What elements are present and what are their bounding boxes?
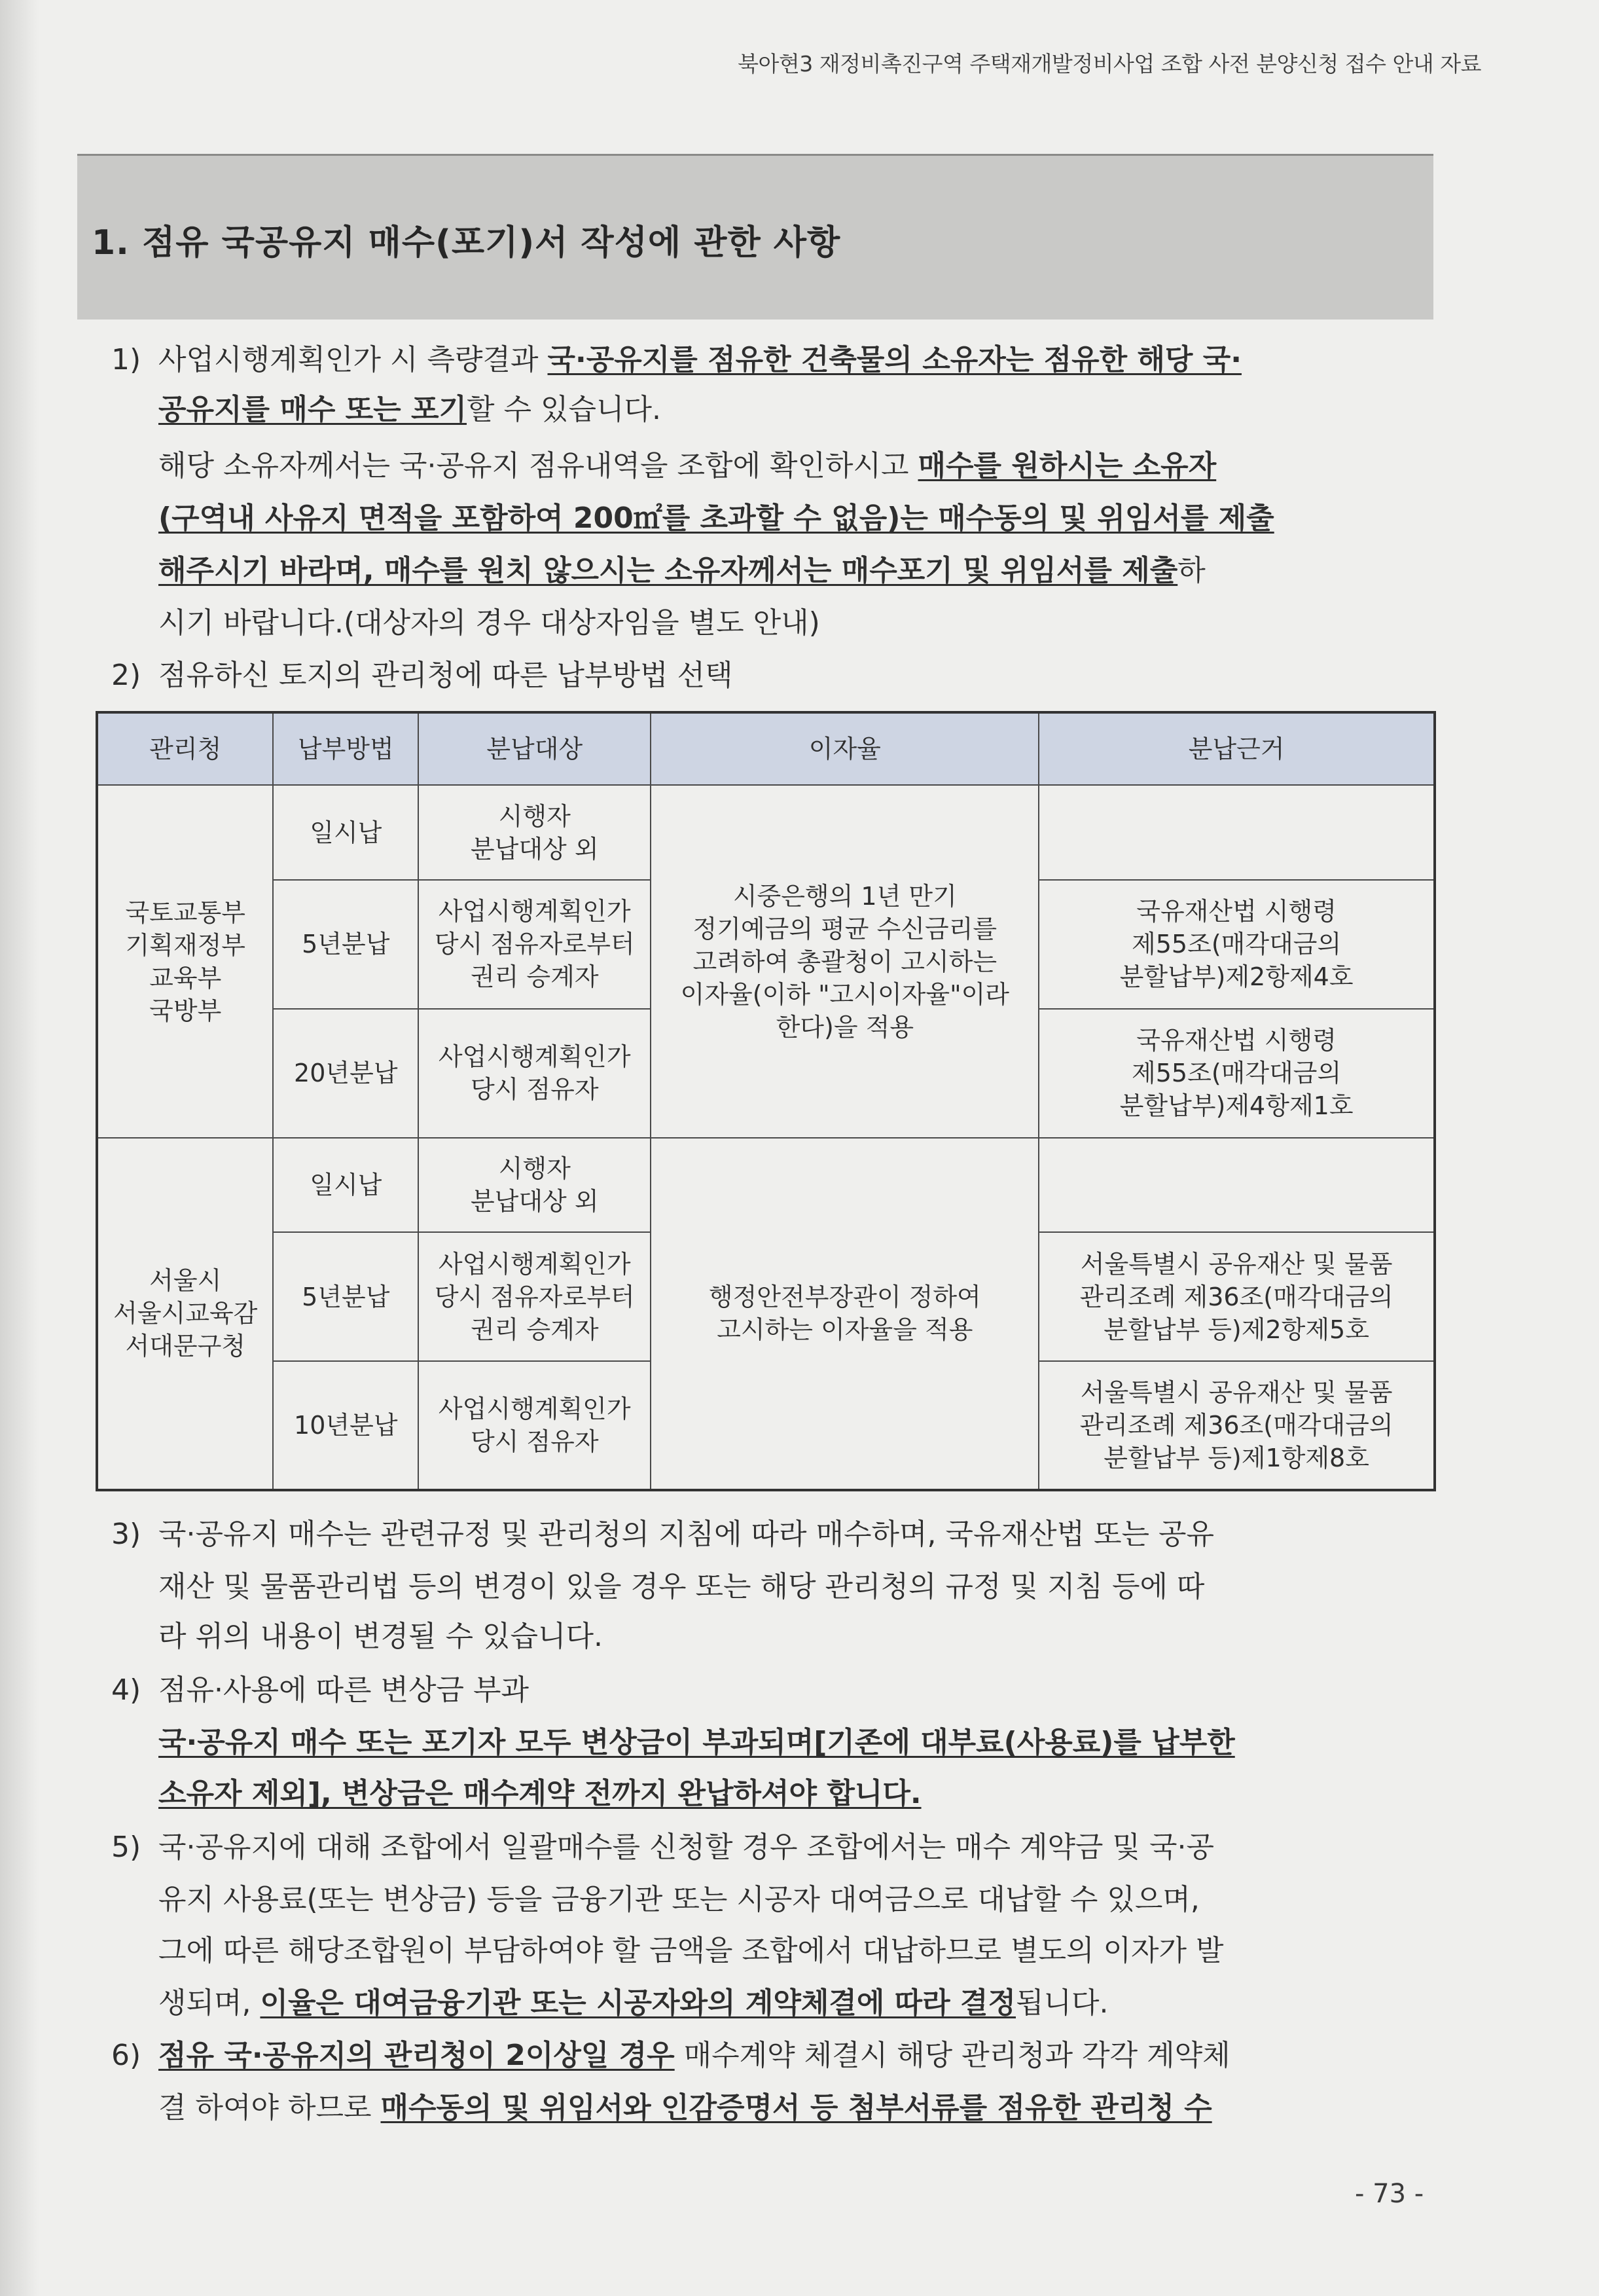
target-cell: 사업시행계획인가 당시 점유자로부터 권리 승계자 [418,1232,651,1361]
section-title: 1. 점유 국공유지 매수(포기)서 작성에 관한 사항 [92,223,841,263]
target-cell: 시행자 분납대상 외 [418,1138,651,1233]
table-row [97,785,1435,880]
item-1-line-1: 1) 사업시행계획인가 시 측량결과 국·공유지를 점유한 건축물의 소유자는 점유한 해당 국· [111,343,1242,376]
table-row [97,1138,1435,1233]
item-1-line-3: 해당 소유자께서는 국·공유지 점유내역을 조합에 확인하시고 매수를 원하시는 소유자 [158,449,1217,483]
table-header: 분납근거 [1039,712,1435,785]
table-header: 관리청 [97,712,273,785]
table-header-row [97,712,1435,785]
item-1-line-4: (구역내 사유지 면적을 포함하여 200㎡를 초과할 수 없음)는 매수동의 및 위임서를 제출 [158,501,1274,535]
item-1-line-6: 시기 바랍니다.(대상자의 경우 대상자임을 별도 안내) [158,606,820,640]
item-1-line-5: 해주시기 바라며, 매수를 원치 않으시는 소유자께서는 매수포기 및 위임서를 제출하 [158,554,1206,587]
item-5-line-1: 5) 국·공유지에 대해 조합에서 일괄매수를 신청할 경우 조합에서는 매수 계약금 및 국·공 [111,1831,1214,1864]
table-header: 이자율 [651,712,1039,785]
target-cell: 사업시행계획인가 당시 점유자 [418,1009,651,1138]
item-6-line-2: 결 하여야 하므로 매수동의 및 위임서와 인감증명서 등 첨부서류를 점유한 관리청 수 [158,2091,1212,2124]
rate-cell: 시중은행의 1년 만기 정기예금의 평균 수신금리를 고려하여 총괄청이 고시하는 이자율(이하 "고시이자율"이라 한다)을 적용 [651,785,1039,1137]
basis-cell [1039,785,1435,880]
running-header: 북아현3 재정비촉진구역 주택재개발정비사업 조합 사전 분양신청 접수 안내 자료 [738,51,1481,77]
target-cell: 시행자 분납대상 외 [418,785,651,880]
method-cell: 5년분납 [273,1232,418,1361]
payment-method-table [96,711,1436,1491]
method-cell: 5년분납 [273,880,418,1009]
basis-cell: 서울특별시 공유재산 및 물품 관리조례 제36조(매각대금의 분할납부 등)제2항제5호 [1039,1232,1435,1361]
method-cell: 20년분납 [273,1009,418,1138]
basis-cell: 서울특별시 공유재산 및 물품 관리조례 제36조(매각대금의 분할납부 등)제1항제8호 [1039,1361,1435,1490]
item-5-line-2: 유지 사용료(또는 변상금) 등을 금융기관 또는 시공자 대여금으로 대납할 수 있으며, [158,1883,1200,1916]
item-5-line-3: 그에 따른 해당조합원이 부담하여야 할 금액을 조합에서 대납하므로 별도의 이자가 발 [158,1934,1224,1967]
item-4-line-1: 국·공유지 매수 또는 포기자 모두 변상금이 부과되며[기존에 대부료(사용료)를 납부한 [158,1726,1235,1759]
agency-cell: 국토교통부 기획재정부 교육부 국방부 [97,785,273,1137]
page-edge-shadow [0,0,39,2296]
table-header: 납부방법 [273,712,418,785]
item-6-line-1: 6) 점유 국·공유지의 관리청이 2이상일 경우 매수계약 체결시 해당 관리청과 각각 계약체 [111,2039,1231,2072]
target-cell: 사업시행계획인가 당시 점유자 [418,1361,651,1490]
basis-cell: 국유재산법 시행령 제55조(매각대금의 분할납부)제2항제4호 [1039,880,1435,1009]
page-number: - 73 - [1355,2179,1424,2209]
rate-cell: 행정안전부장관이 정하여 고시하는 이자율을 적용 [651,1138,1039,1490]
item-1-line-2: 공유지를 매수 또는 포기할 수 있습니다. [158,393,661,426]
method-cell: 10년분납 [273,1361,418,1490]
item-3-line-1: 3) 국·공유지 매수는 관련규정 및 관리청의 지침에 따라 매수하며, 국유재산법 또는 공유 [111,1518,1214,1551]
item-4-title: 4) 점유·사용에 따른 변상금 부과 [111,1673,529,1707]
item-3-line-3: 라 위의 내용이 변경될 수 있습니다. [158,1620,603,1653]
method-cell: 일시납 [273,785,418,880]
item-3-line-2: 재산 및 물품관리법 등의 변경이 있을 경우 또는 해당 관리청의 규정 및 지침 등에 따 [158,1570,1205,1603]
item-5-line-4: 생되며, 이율은 대여금융기관 또는 시공자와의 계약체결에 따라 결정됩니다. [158,1986,1109,2020]
item-2: 2) 점유하신 토지의 관리청에 따른 납부방법 선택 [111,659,733,692]
target-cell: 사업시행계획인가 당시 점유자로부터 권리 승계자 [418,880,651,1009]
method-cell: 일시납 [273,1138,418,1233]
basis-cell: 국유재산법 시행령 제55조(매각대금의 분할납부)제4항제1호 [1039,1009,1435,1138]
agency-cell: 서울시 서울시교육감 서대문구청 [97,1138,273,1490]
item-4-line-2: 소유자 제외], 변상금은 매수계약 전까지 완납하셔야 합니다. [158,1777,922,1810]
table-header: 분납대상 [418,712,651,785]
basis-cell [1039,1138,1435,1233]
